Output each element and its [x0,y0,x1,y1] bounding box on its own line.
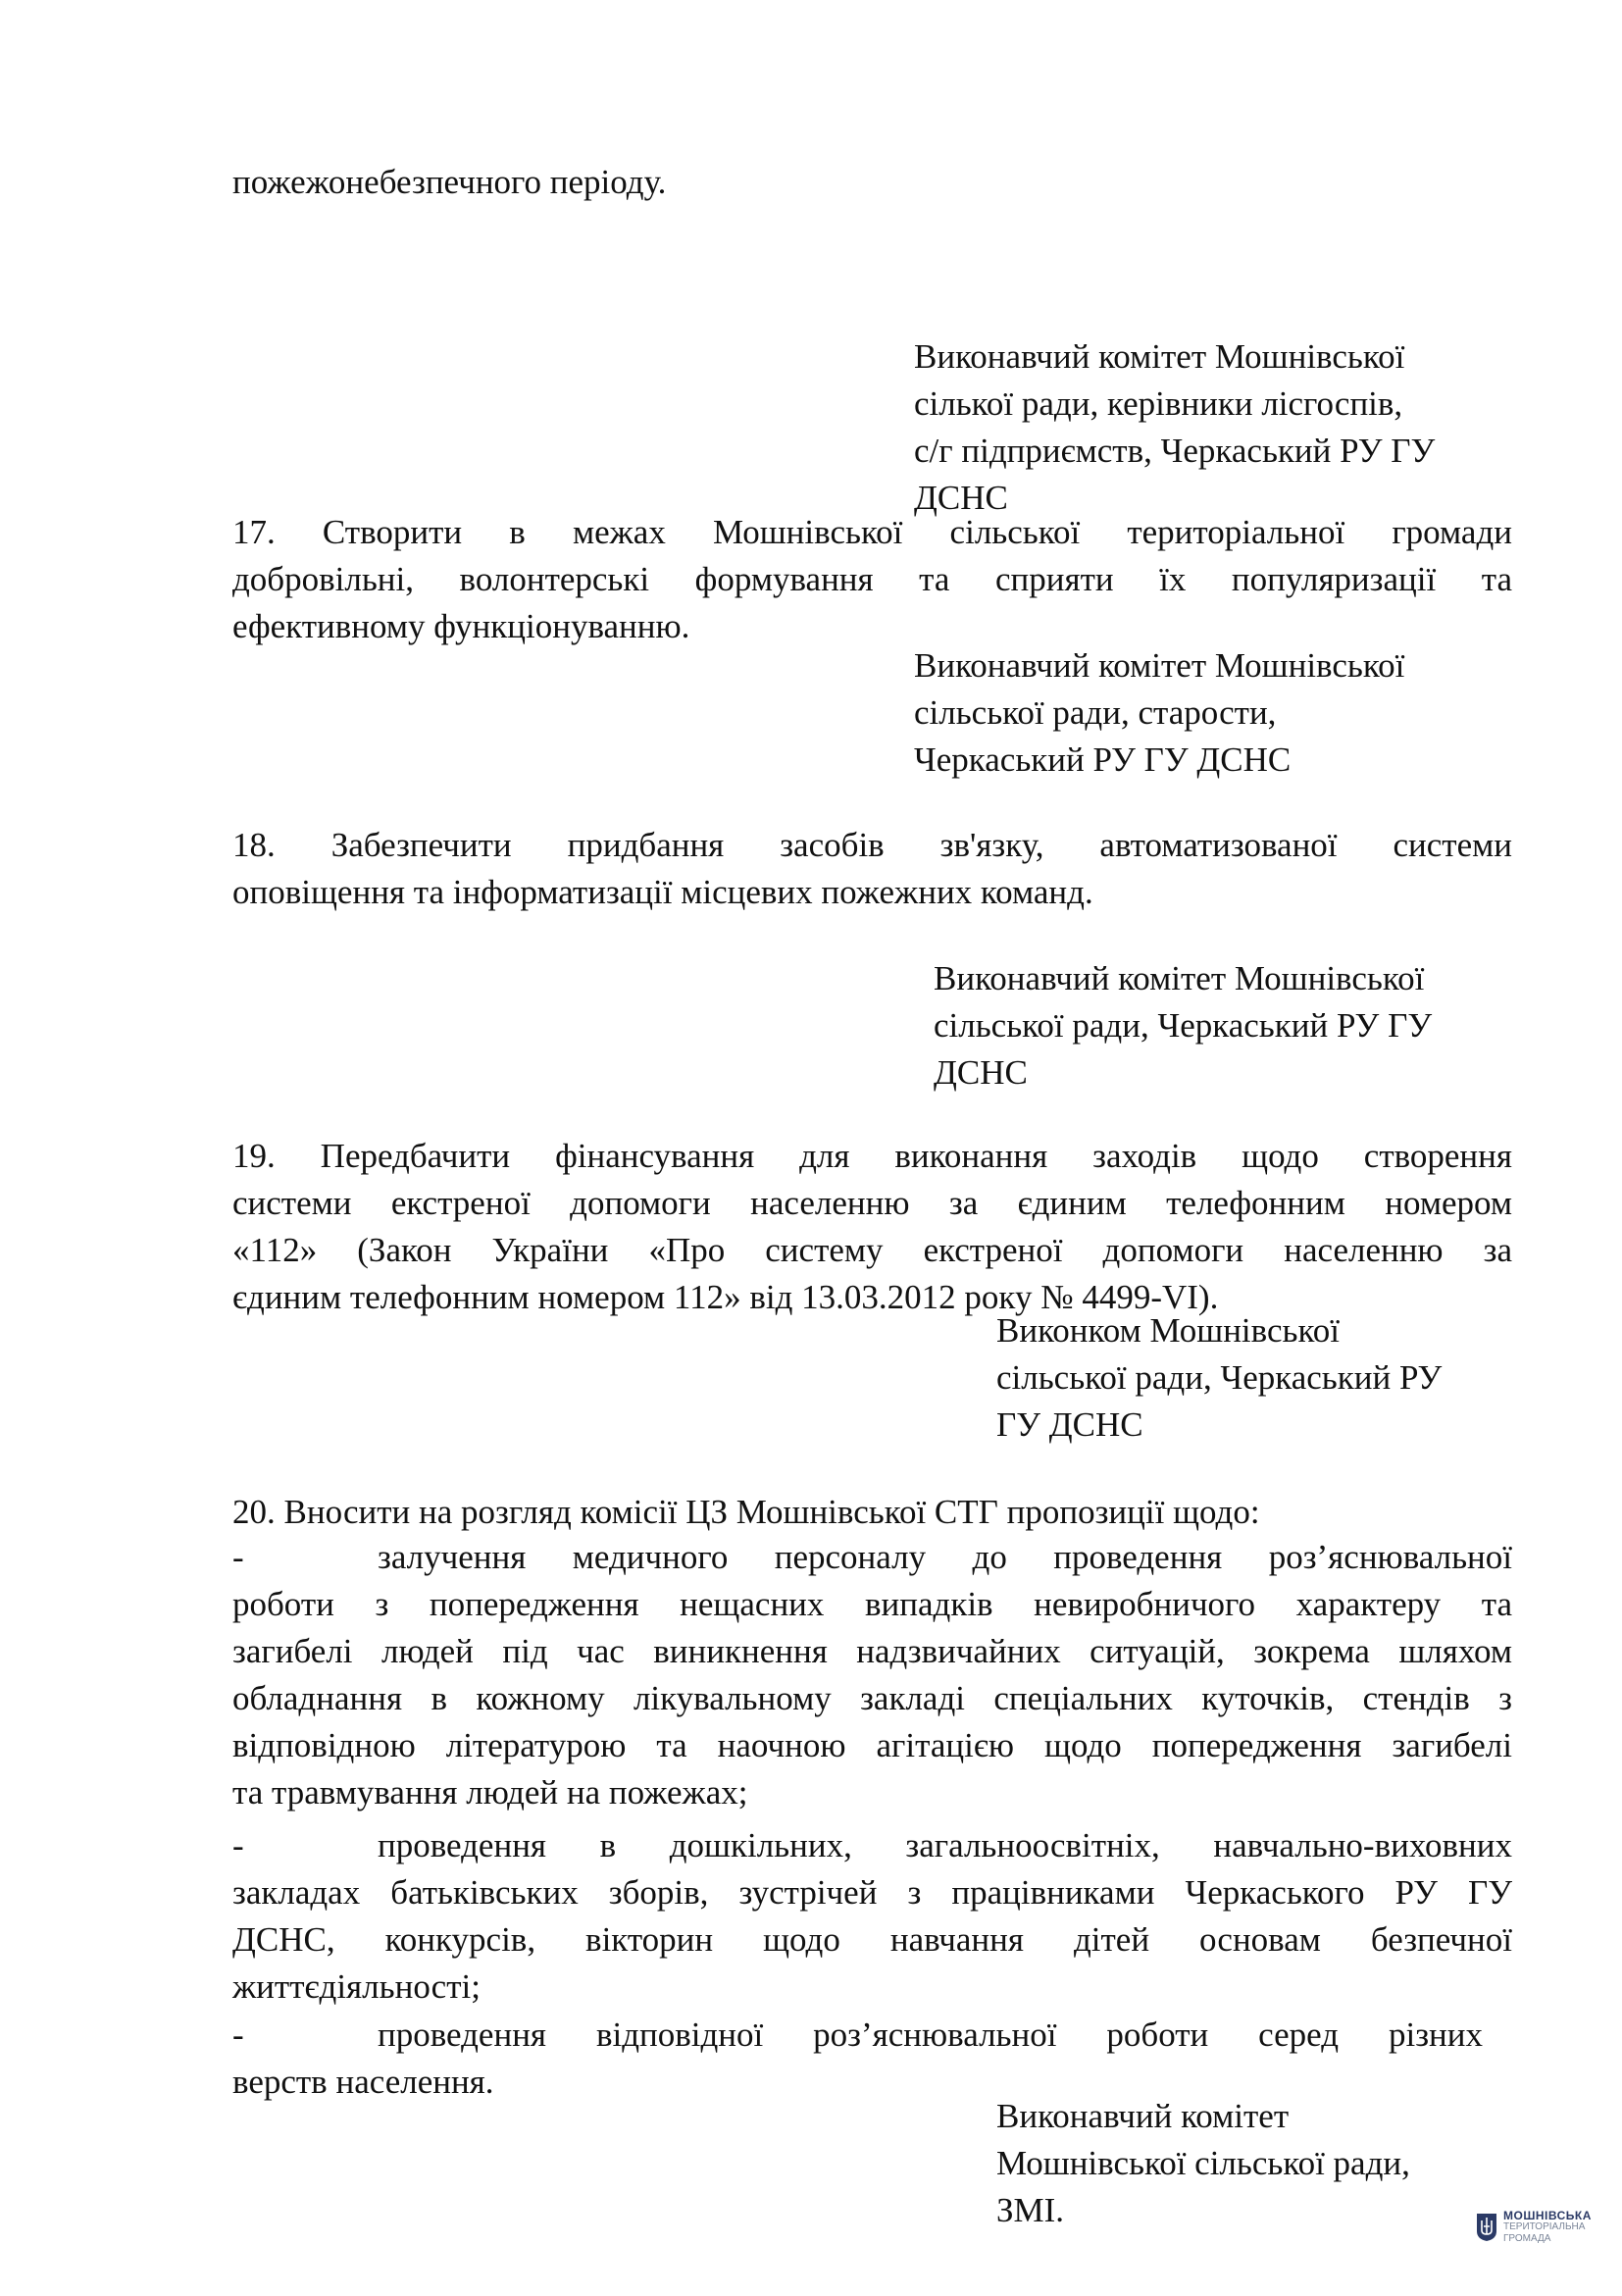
bullet-2-line: життєдіяльності; [232,1967,481,2006]
item-19-line: єдиним телефонним номером 112» від 13.03.2012 року № 4499-VI). [232,1278,1219,1316]
bullet-dash: - [232,1826,244,1864]
responsible-line: ДСНС [914,479,1008,517]
top-line: пожежонебезпечного періоду. [232,163,667,201]
bullet-2-text: проведення в дошкільних, загальноосвітніх, навчально-виховних [378,1826,1512,1864]
bullet-3-line: верств населення. [232,2063,494,2101]
item-20-bullet-2 [232,1822,1512,2011]
item-19-line: 19. Передбачити фінансування для виконання заходів щодо створення [232,1137,1512,1175]
bullet-dash: - [232,2015,244,2054]
responsible-line: сільської ради, старости, [914,693,1277,732]
responsible-block-19 [996,1307,1442,1449]
logo-line-1: МОШНІВСЬКА [1503,2209,1592,2222]
responsible-line: Виконавчий комітет Мошнівської [934,959,1425,997]
item-17-line: ефективному функціонуванню. [232,607,690,645]
responsible-line: Мошнівської сільської ради, [996,2144,1410,2182]
item-20-bullet-3 [232,2012,1512,2106]
bullet-2-line: закладах батьківських зборів, зустрічей з працівниками Черкаського РУ ГУ [232,1873,1512,1912]
item-20-bullet-1 [232,1534,1512,1816]
responsible-block-a [914,333,1435,522]
logo-text [1503,2210,1592,2245]
logo-line-3: ГРОМАДА [1503,2233,1551,2244]
bullet-1-line: та травмування людей на пожежах; [232,1773,748,1811]
bullet-3-text: проведення відповідної роз’яснювальної роботи серед різних [378,2015,1483,2054]
bullet-1-line: роботи з попередження нещасних випадків невиробничого характеру та [232,1585,1512,1623]
bullet-1-line: відповідною літературою та наочною агітацією щодо попередження загибелі [232,1726,1512,1764]
bullet-1-line: обладнання в кожному лікувальному закладі спеціальних куточків, стендів з [232,1679,1512,1717]
responsible-line: сілької ради, керівники лісгоспів, [914,384,1403,423]
responsible-line: Виконавчий комітет Мошнівської [914,646,1405,685]
responsible-line: сільської ради, Черкаський РУ [996,1358,1443,1397]
logo-line-2: ТЕРИТОРІАЛЬНА [1503,2221,1586,2232]
responsible-block-18 [934,955,1432,1097]
bullet-1-line: загибелі людей під час виникнення надзвичайних ситуацій, зокрема шляхом [232,1632,1512,1670]
responsible-line: Черкаський РУ ГУ ДСНС [914,740,1292,779]
item-19-line: системи екстреної допомоги населенню за єдиним телефонним номером [232,1184,1512,1222]
bullet-2-line: ДСНС, конкурсів, вікторин щодо навчання дітей основам безпечної [232,1920,1512,1959]
bullet-1-text: залучення медичного персоналу до проведення роз’яснювальної [378,1538,1512,1576]
item-18 [232,822,1512,916]
item-18-line: 18. Забезпечити придбання засобів зв'язку, автоматизованої системи [232,826,1512,864]
responsible-block-20 [996,2093,1410,2234]
item-19 [232,1133,1512,1321]
responsible-block-17 [914,642,1404,784]
item-17-line: добровільні, волонтерські формування та сприяти їх популяризації та [232,560,1512,598]
responsible-line: Виконавчий комітет Мошнівської [914,337,1405,376]
item-20-intro: 20. Вносити на розгляд комісії ЦЗ Мошнівської СТГ пропозиції щодо: [232,1493,1260,1531]
responsible-line: Виконавчий комітет [996,2097,1290,2135]
item-18-line: оповіщення та інформатизації місцевих пожежних команд. [232,873,1093,911]
responsible-line: сільської ради, Черкаський РУ ГУ [934,1006,1433,1045]
item-17-line: 17. Створити в межах Мошнівської сільської територіальної громади [232,513,1512,551]
bullet-dash: - [232,1538,244,1576]
responsible-line: ДСНС [934,1053,1028,1092]
coat-of-arms-icon [1476,2213,1497,2242]
responsible-line: Виконком Мошнівської [996,1311,1340,1350]
item-17 [232,509,1512,650]
responsible-line: с/г підприємств, Черкаський РУ ГУ [914,432,1436,470]
item-19-line: «112» (Закон України «Про систему екстреної допомоги населенню за [232,1231,1512,1269]
community-logo [1476,2210,1592,2245]
responsible-line: ЗМІ. [996,2191,1065,2229]
responsible-line: ГУ ДСНС [996,1405,1143,1444]
